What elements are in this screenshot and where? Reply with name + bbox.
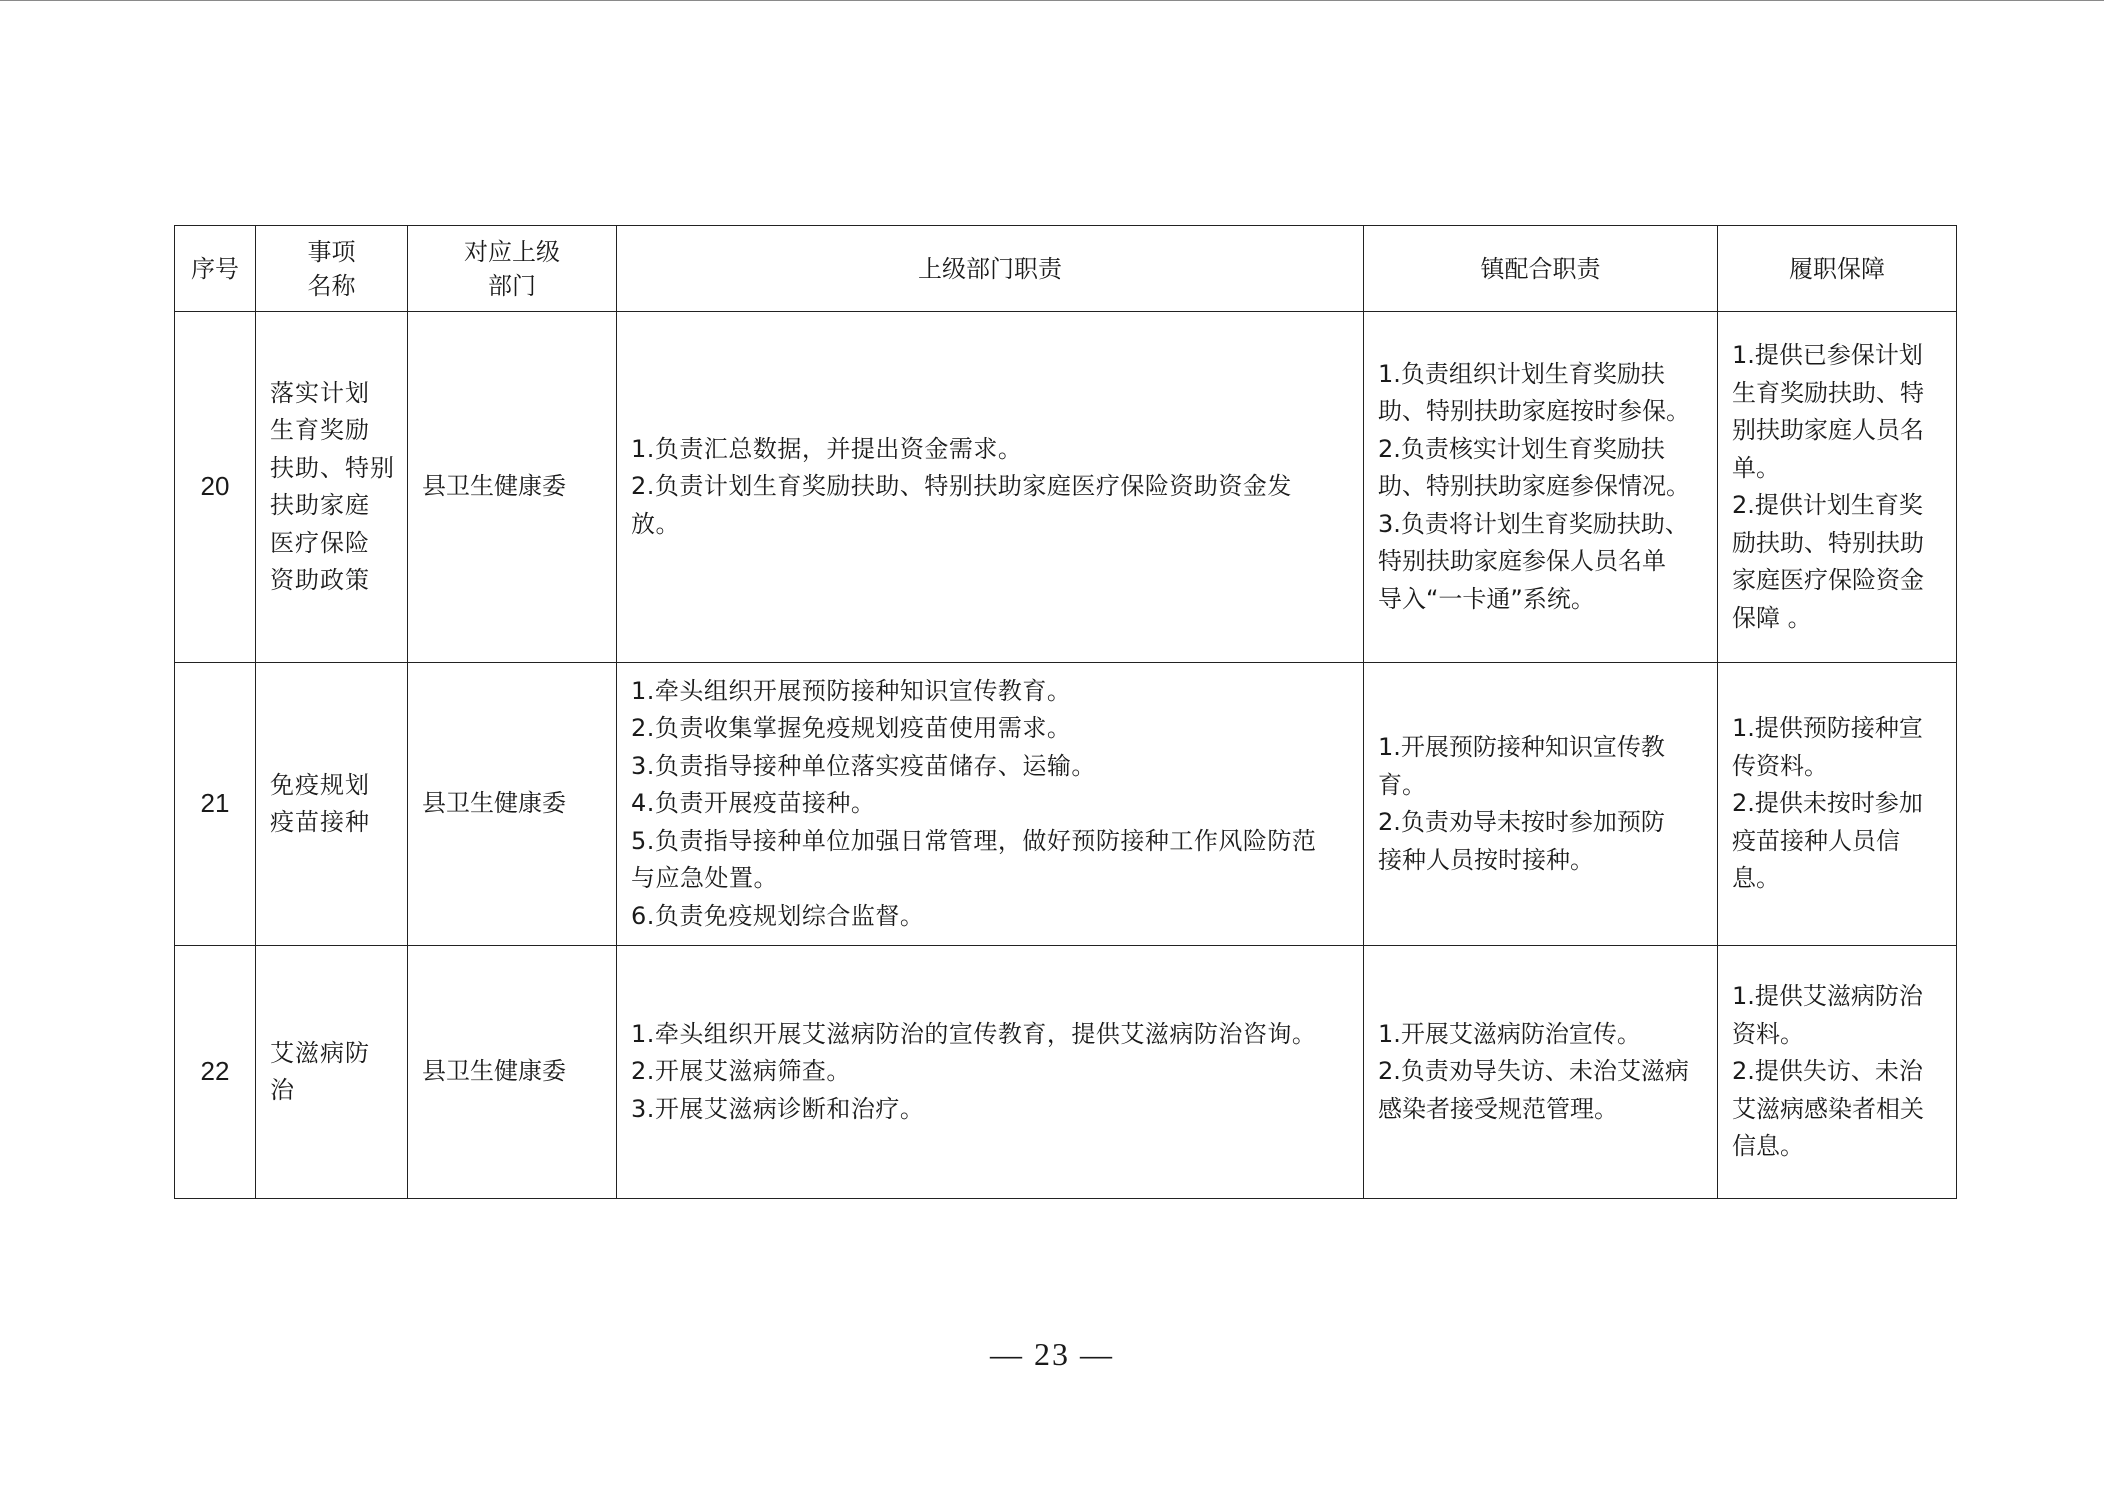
text-line: 接种人员按时接种。	[1378, 845, 1594, 874]
text-line: 3.负责将计划生育奖励扶助、	[1378, 509, 1689, 538]
page-number: — 23 —	[990, 1336, 1114, 1372]
text-line: 3.开展艾滋病诊断和治疗。	[631, 1094, 925, 1123]
text-line: 资助政策	[270, 566, 370, 594]
row-number: 21	[175, 663, 256, 946]
header-item-line: 事项	[307, 237, 356, 266]
text-line: 1.提供艾滋病防治	[1732, 982, 1923, 1011]
header-item-line: 名称	[307, 271, 356, 300]
text-line: 4.负责开展疫苗接种。	[631, 789, 876, 818]
text-line: 艾滋病感染者相关	[1732, 1094, 1924, 1123]
text-line: 育。	[1378, 770, 1426, 799]
text-line: 导入“一卡通”系统。	[1378, 584, 1595, 613]
text-line: 信息。	[1732, 1132, 1804, 1161]
header-town-duty: 镇配合职责	[1364, 226, 1718, 312]
table-row	[175, 663, 1957, 946]
text-line: 1.负责汇总数据，并提出资金需求。	[631, 434, 1023, 463]
item-name-cell	[256, 663, 408, 946]
text-line: 1.开展艾滋病防治宣传。	[1378, 1019, 1641, 1048]
text-line: 1.开展预防接种知识宣传教	[1378, 733, 1665, 761]
text-line: 1.提供已参保计划	[1732, 341, 1923, 369]
text-line: 扶助家庭	[270, 491, 370, 519]
town-duty-cell	[1364, 312, 1718, 663]
header-dept-line: 对应上级	[464, 237, 560, 266]
text-line: 单。	[1732, 453, 1780, 482]
text-line: 1.牵头组织开展预防接种知识宣传教育。	[631, 676, 1072, 705]
duty-table	[174, 225, 1957, 1199]
text-line: 2.开展艾滋病筛查。	[631, 1057, 851, 1086]
table-header	[175, 226, 1957, 312]
text-line: 2.负责收集掌握免疫规划疫苗使用需求。	[631, 714, 1072, 743]
superior-dept-cell: 县卫生健康委	[408, 946, 617, 1199]
header-superior-dept	[408, 226, 617, 312]
superior-duty-cell	[617, 946, 1364, 1199]
header-row	[175, 226, 1957, 312]
guarantee-cell	[1718, 663, 1957, 946]
guarantee-cell	[1718, 312, 1957, 663]
header-guarantee: 履职保障	[1718, 226, 1957, 312]
row-number: 22	[175, 946, 256, 1199]
text-line: 资料。	[1732, 1019, 1804, 1048]
text-line: 5.负责指导接种单位加强日常管理，做好预防接种工作风险防范	[631, 826, 1317, 855]
guarantee-cell	[1718, 946, 1957, 1199]
text-line: 2.负责劝导失访、未治艾滋病	[1378, 1057, 1689, 1086]
header-dept-line: 部门	[488, 271, 536, 300]
text-line: 医疗保险	[270, 528, 370, 557]
header-item-name	[256, 226, 408, 312]
text-line: 1.负责组织计划生育奖励扶	[1378, 359, 1665, 388]
text-line: 传资料。	[1732, 751, 1828, 780]
town-duty-cell	[1364, 663, 1718, 946]
superior-duty-cell	[617, 312, 1364, 663]
text-line: 生育奖励扶助、特	[1732, 378, 1924, 407]
text-line: 感染者接受规范管理。	[1378, 1094, 1618, 1123]
row-number: 20	[175, 312, 256, 663]
text-line: 艾滋病防	[270, 1038, 370, 1067]
text-line: 1.提供预防接种宣	[1732, 714, 1923, 743]
header-superior-duty: 上级部门职责	[617, 226, 1364, 312]
text-line: 2.提供未按时参加	[1732, 789, 1923, 818]
text-line: 1.牵头组织开展艾滋病防治的宣传教育，提供艾滋病防治咨询。	[631, 1019, 1317, 1048]
town-duty-cell	[1364, 946, 1718, 1199]
text-line: 放。	[631, 509, 680, 538]
text-line: 助、特别扶助家庭按时参保。	[1378, 397, 1690, 426]
text-line: 扶助、特别	[270, 453, 395, 482]
superior-duty-cell	[617, 663, 1364, 946]
superior-dept-cell: 县卫生健康委	[408, 312, 617, 663]
table-row	[175, 312, 1957, 663]
superior-dept-cell: 县卫生健康委	[408, 663, 617, 946]
text-line: 2.负责核实计划生育奖励扶	[1378, 434, 1665, 463]
header-no: 序号	[175, 226, 256, 312]
text-line: 3.负责指导接种单位落实疫苗储存、运输。	[631, 751, 1096, 780]
text-line: 生育奖励	[270, 416, 370, 444]
table-row	[175, 946, 1957, 1199]
text-line: 励扶助、特别扶助	[1732, 528, 1924, 557]
item-name-cell	[256, 312, 408, 663]
text-line: 别扶助家庭人员名	[1732, 416, 1924, 444]
text-line: 2.负责劝导未按时参加预防	[1378, 808, 1665, 836]
text-line: 免疫规划	[270, 770, 370, 799]
text-line: 保障 。	[1732, 603, 1812, 632]
text-line: 落实计划	[270, 378, 370, 407]
text-line: 息。	[1732, 864, 1780, 893]
text-line: 2.提供失访、未治	[1732, 1057, 1923, 1086]
text-line: 2.负责计划生育奖励扶助、特别扶助家庭医疗保险资助资金发	[631, 472, 1292, 501]
text-line: 助、特别扶助家庭参保情况。	[1378, 472, 1690, 501]
text-line: 家庭医疗保险资金	[1732, 566, 1924, 594]
text-line: 6.负责免疫规划综合监督。	[631, 901, 925, 930]
text-line: 疫苗接种	[270, 808, 370, 836]
text-line: 特别扶助家庭参保人员名单	[1378, 547, 1666, 576]
top-border-rule	[0, 0, 2104, 1]
text-line: 治	[270, 1076, 295, 1104]
text-line: 疫苗接种人员信	[1732, 826, 1900, 855]
text-line: 与应急处置。	[631, 864, 778, 893]
item-name-cell	[256, 946, 408, 1199]
text-line: 2.提供计划生育奖	[1732, 491, 1923, 519]
table-body	[175, 312, 1957, 1199]
